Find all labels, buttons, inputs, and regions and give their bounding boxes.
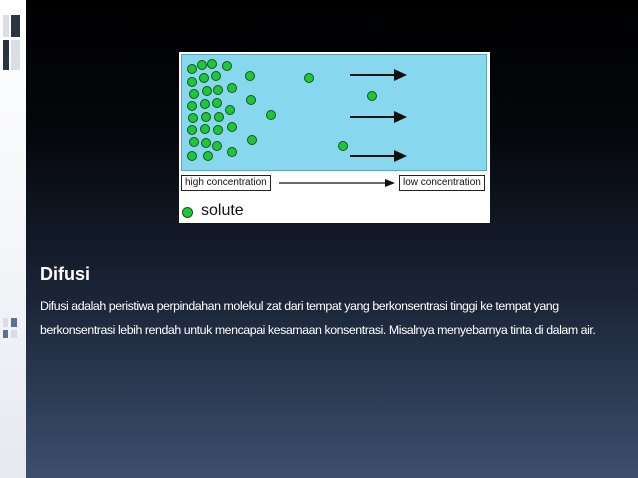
decor-bar: [11, 15, 20, 37]
solute-molecule-icon: [189, 137, 199, 147]
solute-molecule-icon: [200, 99, 210, 109]
diffusion-figure: [179, 52, 490, 223]
decor-bar: [11, 330, 17, 338]
solute-molecule-icon: [189, 89, 199, 99]
solute-molecule-icon: [212, 141, 222, 151]
solute-molecule-icon: [187, 64, 197, 74]
solute-molecule-icon: [245, 71, 255, 81]
solute-molecule-icon: [304, 73, 314, 83]
solute-molecule-icon: [197, 60, 207, 70]
solute-molecule-icon: [214, 112, 224, 122]
solute-molecule-icon: [211, 71, 221, 81]
solute-molecule-icon: [222, 61, 232, 71]
solute-molecule-icon: [199, 73, 209, 83]
high-concentration-label: high concentration: [181, 175, 271, 191]
decor-bar: [3, 330, 8, 338]
solute-molecule-icon: [203, 151, 213, 161]
slide-left-strip: [0, 0, 26, 478]
solute-molecule-icon: [201, 138, 211, 148]
solute-molecule-icon: [227, 147, 237, 157]
concentration-gradient-arrow-icon: [279, 176, 397, 190]
solute-molecule-icon: [266, 110, 276, 120]
water-container: [181, 54, 487, 171]
decor-bar: [3, 15, 9, 37]
decor-bar: [3, 40, 9, 70]
solute-molecule-icon: [225, 105, 235, 115]
solute-molecule-icon: [187, 77, 197, 87]
flow-arrow-icon: [350, 110, 408, 124]
solute-molecule-icon: [207, 59, 217, 69]
decor-bar: [11, 40, 20, 70]
solute-molecule-icon: [246, 95, 256, 105]
decor-bar: [11, 318, 17, 327]
solute-molecule-icon: [213, 125, 223, 135]
solute-molecule-icon: [227, 122, 237, 132]
solute-molecule-icon: [212, 98, 222, 108]
solute-molecule-icon: [202, 86, 212, 96]
flow-arrow-icon: [350, 68, 408, 82]
solute-molecule-icon: [247, 135, 257, 145]
solute-molecule-icon: [187, 151, 197, 161]
low-concentration-label: low concentration: [399, 175, 485, 191]
slide-title: Difusi: [40, 264, 91, 284]
solute-molecule-icon: [338, 141, 348, 151]
solute-molecule-icon: [201, 112, 211, 122]
solute-legend-label: solute: [201, 202, 244, 219]
solute-molecule-icon: [187, 101, 197, 111]
solute-molecule-icon: [367, 91, 377, 101]
solute-legend-icon: [182, 207, 193, 218]
solute-molecule-icon: [213, 85, 223, 95]
solute-molecule-icon: [187, 125, 197, 135]
slide-body-text: Difusi adalah peristiwa perpindahan molekul zat dari tempat yang berkonsentrasi tinggi ke tempat yang berkonsentrasi lebih rendah untuk mencapai kesamaan konsentrasi. Misalnya menyebarnya tinta di dalam air.: [40, 299, 596, 337]
solute-molecule-icon: [188, 113, 198, 123]
solute-molecule-icon: [227, 83, 237, 93]
decor-bar: [3, 318, 8, 327]
flow-arrow-icon: [350, 149, 408, 163]
solute-molecule-icon: [200, 124, 210, 134]
